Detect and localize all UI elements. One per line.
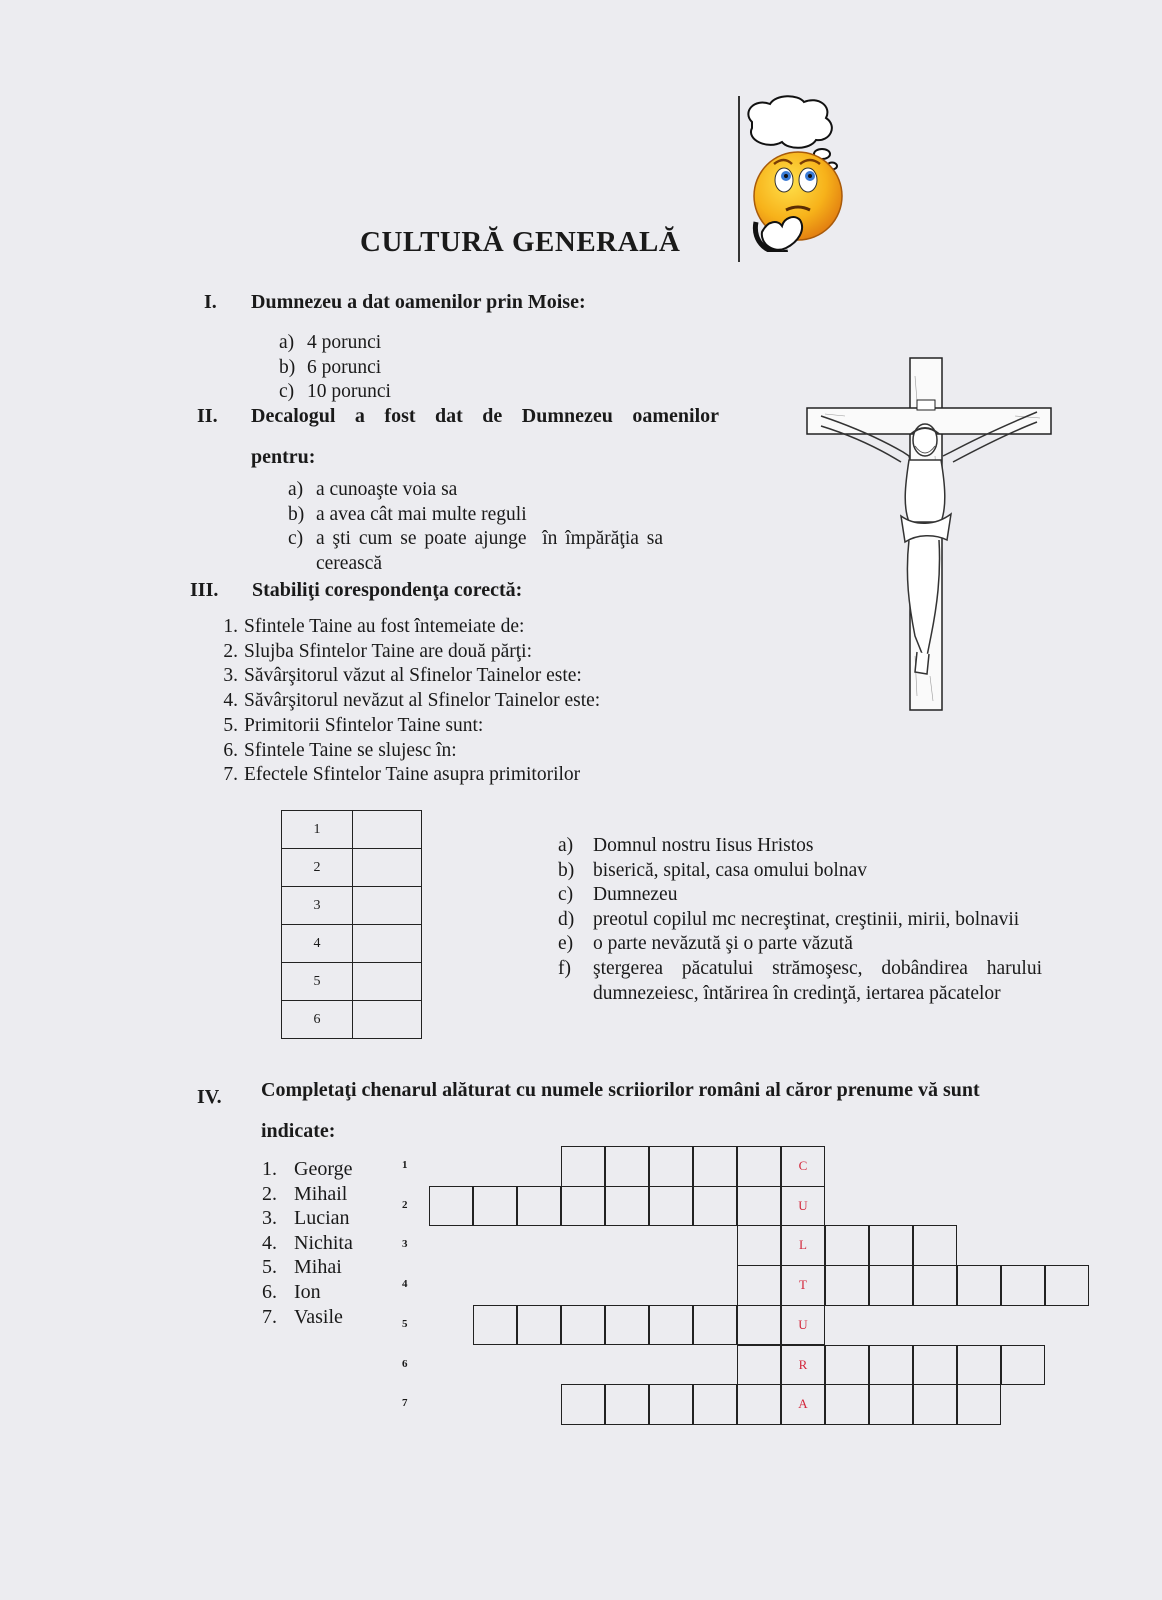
crossword-cell[interactable]	[649, 1384, 693, 1425]
question-3-items	[212, 615, 600, 788]
list-item: 7. Vasile	[262, 1305, 343, 1328]
crossword-row-number: 6	[402, 1357, 408, 1370]
question-3-answers	[558, 834, 1042, 1006]
crossword-key-cell: R	[781, 1345, 825, 1386]
option-b: b) a avea cât mai multe reguli	[288, 503, 527, 525]
answer-cell[interactable]	[353, 849, 422, 887]
answer-f: f) ştergerea păcatului strămoşesc, dobândirea harului dumnezeiesc, întărirea în credinţă, iertarea păcatelor	[558, 957, 1042, 1004]
question-2-options	[288, 478, 663, 576]
list-item: 7. Efectele Sfintelor Taine asupra primitorilor	[223, 764, 581, 786]
answer-c: c) Dumnezeu	[558, 884, 678, 906]
question-1-options	[279, 331, 391, 405]
option-a: a) a cunoaşte voia sa	[288, 479, 458, 500]
list-item: 6. Sfintele Taine se slujesc în:	[223, 739, 457, 761]
crossword-cell[interactable]	[1001, 1345, 1045, 1386]
crossword-cell[interactable]	[737, 1186, 781, 1227]
crossword-cell[interactable]	[869, 1345, 913, 1386]
crossword-cell[interactable]	[561, 1186, 605, 1227]
list-item: 4. Săvârşitorul nevăzut al Sfinelor Tainelor este:	[223, 690, 601, 712]
answer-e: e) o parte nevăzută şi o parte văzută	[558, 933, 853, 955]
question-3-number: III.	[190, 579, 219, 601]
crossword-cell[interactable]	[737, 1265, 781, 1306]
question-4-text-line1: Completaţi chenarul alăturat cu numele scriiorilor români al căror prenume vă sunt	[261, 1079, 980, 1101]
list-item: 6. Ion	[262, 1280, 321, 1303]
crossword-cell[interactable]	[693, 1186, 737, 1227]
table-row: 2	[282, 849, 422, 887]
list-item: 3. Lucian	[262, 1207, 350, 1230]
crossword-cell[interactable]	[649, 1186, 693, 1227]
crossword-cell[interactable]	[825, 1225, 869, 1266]
question-1-number: I.	[204, 291, 217, 313]
option-b: b) 6 porunci	[279, 356, 382, 378]
crossword-cell[interactable]	[913, 1225, 957, 1266]
table-row: 5	[282, 963, 422, 1001]
crossword-cell[interactable]	[737, 1384, 781, 1425]
matching-table	[281, 810, 422, 1039]
crossword-cell[interactable]	[825, 1265, 869, 1306]
question-1-text: Dumnezeu a dat oamenilor prin Moise:	[251, 291, 586, 313]
table-row: 1	[282, 811, 422, 849]
crossword-cell[interactable]	[561, 1305, 605, 1346]
list-item: 1. George	[262, 1158, 353, 1180]
answer-cell[interactable]	[353, 925, 422, 963]
crossword-cell[interactable]	[605, 1146, 649, 1187]
crossword-cell[interactable]	[869, 1225, 913, 1266]
crossword-cell[interactable]	[957, 1345, 1001, 1386]
crossword-cell[interactable]	[649, 1305, 693, 1346]
answer-d: d) preotul copilul mc necreştinat, creştinii, mirii, bolnavii	[558, 908, 1020, 930]
question-2-number: II.	[197, 405, 218, 427]
answer-cell[interactable]	[353, 1001, 422, 1039]
crossword-cell[interactable]	[737, 1146, 781, 1187]
crossword-cell[interactable]	[825, 1345, 869, 1386]
crossword-row-number: 4	[402, 1278, 408, 1291]
table-row: 6	[282, 1001, 422, 1039]
crossword-cell[interactable]	[1045, 1265, 1089, 1306]
list-item: 3. Săvârşitorul văzut al Sfinelor Tainelor este:	[223, 665, 582, 687]
crossword-cell[interactable]	[517, 1186, 561, 1227]
crossword-row-number: 5	[402, 1317, 408, 1330]
crossword-cell[interactable]	[825, 1384, 869, 1425]
crossword-cell[interactable]	[561, 1146, 605, 1187]
crossword-cell[interactable]	[869, 1384, 913, 1425]
crossword-cell[interactable]	[473, 1305, 517, 1346]
question-2-text-line2: pentru:	[251, 446, 316, 468]
option-c: c) a şti cum se poate ajunge în împărăţia sa	[288, 528, 664, 549]
crossword-cell[interactable]	[693, 1384, 737, 1425]
crossword-cell[interactable]	[605, 1305, 649, 1346]
option-c-continued: cerească	[316, 552, 383, 574]
crossword-cell[interactable]	[869, 1265, 913, 1306]
crossword-cell[interactable]	[737, 1345, 781, 1386]
list-item: 1. Sfintele Taine au fost întemeiate de:	[223, 616, 525, 637]
writer-first-names	[262, 1157, 353, 1329]
table-row: 3	[282, 887, 422, 925]
crossword-cell[interactable]	[429, 1186, 473, 1227]
crossword-cell[interactable]	[957, 1384, 1001, 1425]
crossword-key-cell: U	[781, 1305, 825, 1346]
crossword-key-cell: C	[781, 1146, 825, 1187]
list-item: 2. Mihail	[262, 1182, 348, 1205]
crossword-cell[interactable]	[473, 1186, 517, 1227]
crossword-cell[interactable]	[605, 1384, 649, 1425]
answer-a: a) Domnul nostru Iisus Hristos	[558, 835, 814, 856]
question-3-text: Stabiliţi corespondenţa corectă:	[252, 579, 523, 601]
answer-cell[interactable]	[353, 963, 422, 1001]
question-4-text-line2: indicate:	[261, 1120, 336, 1142]
crossword-cell[interactable]	[913, 1265, 957, 1306]
list-item: 2. Slujba Sfintelor Taine are două părţi:	[223, 640, 532, 662]
answer-cell[interactable]	[353, 887, 422, 925]
crossword-cell[interactable]	[913, 1345, 957, 1386]
crossword-cell[interactable]	[605, 1186, 649, 1227]
table-row: 4	[282, 925, 422, 963]
thinking-emoji-icon	[740, 92, 850, 252]
crossword-cell[interactable]	[561, 1384, 605, 1425]
crossword-cell[interactable]	[957, 1265, 1001, 1306]
crossword-row-number: 2	[402, 1198, 408, 1211]
crossword-key-cell: L	[781, 1225, 825, 1266]
crucifix-icon	[805, 356, 1055, 716]
answer-b: b) biserică, spital, casa omului bolnav	[558, 859, 868, 881]
crossword-row-number: 7	[402, 1397, 408, 1410]
crossword-cell[interactable]	[649, 1146, 693, 1187]
page-title: CULTURĂ GENERALĂ	[360, 226, 681, 258]
question-4-number: IV.	[197, 1086, 222, 1108]
crossword-cell[interactable]	[737, 1225, 781, 1266]
list-item: 5. Primitorii Sfintelor Taine sunt:	[223, 714, 484, 736]
crossword-cell[interactable]	[737, 1305, 781, 1346]
list-item: 5. Mihai	[262, 1256, 342, 1279]
crossword-key-cell: T	[781, 1265, 825, 1306]
list-item: 4. Nichita	[262, 1231, 353, 1254]
option-a: a) 4 porunci	[279, 332, 382, 353]
question-2-text-line1: Decalogul a fost dat de Dumnezeu oamenilor	[251, 405, 719, 427]
crossword-cell[interactable]	[693, 1305, 737, 1346]
option-c: c) 10 porunci	[279, 381, 391, 402]
crossword-cell[interactable]	[1001, 1265, 1045, 1306]
crossword-cell[interactable]	[517, 1305, 561, 1346]
answer-cell[interactable]	[353, 811, 422, 849]
crossword-cell[interactable]	[913, 1384, 957, 1425]
crossword-key-cell: U	[781, 1186, 825, 1227]
crossword-cell[interactable]	[693, 1146, 737, 1187]
crossword-row-number: 3	[402, 1238, 408, 1251]
crossword-key-cell: A	[781, 1384, 825, 1425]
crossword-row-number: 1	[402, 1159, 408, 1171]
